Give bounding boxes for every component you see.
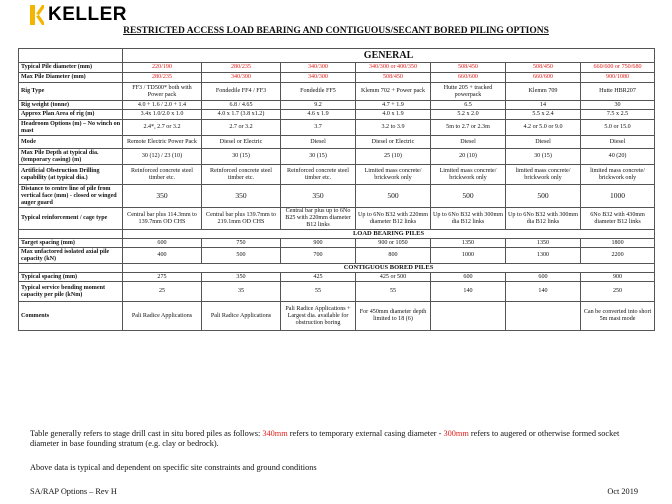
section-header-row: [19, 49, 655, 63]
table-cell: 25 (10): [356, 149, 431, 165]
row-label: Max Pile Diameter (mm): [19, 73, 123, 83]
table-cell: 30 (15): [506, 149, 581, 165]
row-label: Max Pile Depth at typical dia. (temporary casing) (m): [19, 149, 123, 165]
note-red-1: 340mm: [262, 429, 288, 438]
table-cell: Central bar plus up to 6No B25 with 220mm diameter B12 links: [281, 208, 356, 230]
table-cell: 14: [506, 101, 581, 110]
table-cell: [506, 302, 581, 331]
table-cell: 350: [202, 273, 281, 282]
row-label: Typical spacing (mm): [19, 273, 123, 282]
table-cell: Up to 6No B32 with 300mm dia B12 links: [506, 208, 581, 230]
table-cell: 425: [281, 273, 356, 282]
table-cell: 508/450: [431, 63, 506, 73]
table-cell: 2200: [581, 248, 655, 264]
table-cell: Diesel: [281, 136, 356, 149]
table-row: [19, 110, 655, 120]
row-label: Mode: [19, 136, 123, 149]
row-label: Max unfactored isolated axial pile capacity (kN): [19, 248, 123, 264]
table-cell: 1000: [581, 185, 655, 208]
table-cell: 660/600: [506, 73, 581, 83]
section-header: CONTIGUOUS BORED PILES: [123, 264, 655, 273]
table-cell: Reinforced concrete steel timber etc.: [123, 165, 202, 185]
table-cell: Remote Electric Power Pack: [123, 136, 202, 149]
row-label: Distance to centre line of pile from vertical face (mm) - closed or winged auger guard: [19, 185, 123, 208]
table-cell: 1350: [431, 239, 506, 248]
section-header: GENERAL: [123, 49, 655, 63]
table-cell: 3.2 to 3.9: [356, 120, 431, 136]
table-cell: Hutte HBR207: [581, 83, 655, 101]
table-cell: 4.2 or 5.0 or 9.0: [506, 120, 581, 136]
table-cell: 340/300: [281, 63, 356, 73]
table-cell: 6.5: [431, 101, 506, 110]
table-cell: 280/235: [202, 63, 281, 73]
table-cell: 900: [281, 239, 356, 248]
table-cell: 3.4x 1.0/2.0 x 1.0: [123, 110, 202, 120]
table-cell: 900 or 1050: [356, 239, 431, 248]
table-cell: 30 (15): [281, 149, 356, 165]
table-cell: 750: [202, 239, 281, 248]
table-cell: 500: [202, 248, 281, 264]
row-label: Rig Type: [19, 83, 123, 101]
table-cell: 700: [281, 248, 356, 264]
table-cell: Fondedile FF5: [281, 83, 356, 101]
note-text-2: refers to temporary external casing diameter -: [287, 429, 444, 438]
table-cell: 600: [431, 273, 506, 282]
table-cell: 1800: [581, 239, 655, 248]
row-label: Rig weight (tonne): [19, 101, 123, 110]
table-cell: 340/300 or 400/350: [356, 63, 431, 73]
table-cell: 275: [123, 273, 202, 282]
table-cell: 140: [431, 282, 506, 302]
table-cell: 425 or 500: [356, 273, 431, 282]
table-cell: 900: [581, 273, 655, 282]
row-label: Comments: [19, 302, 123, 331]
table-cell: 4.0 x 1.9: [356, 110, 431, 120]
table-row: [19, 101, 655, 110]
section-header-row: [19, 264, 655, 273]
table-cell: FF3 / TD500* both with Power pack: [123, 83, 202, 101]
table-cell: 508/450: [356, 73, 431, 83]
table-cell: 250: [581, 282, 655, 302]
table-cell: Klemm 702 + Power pack: [356, 83, 431, 101]
table-cell: 508/450: [506, 63, 581, 73]
table-row: [19, 136, 655, 149]
table-cell: 140: [506, 282, 581, 302]
table-cell: 800: [356, 248, 431, 264]
table-cell: 4.6 x 1.9: [281, 110, 356, 120]
table-cell: 660/600: [431, 73, 506, 83]
table-cell: Diesel: [431, 136, 506, 149]
piling-options-table: [18, 48, 655, 331]
table-note: [30, 429, 650, 448]
table-cell: 220/190: [123, 63, 202, 73]
table-row: [19, 73, 655, 83]
row-label: Typical service bending moment capacity per pile (kNm): [19, 282, 123, 302]
page-title: RESTRICTED ACCESS LOAD BEARING AND CONTIGUOUS/SECANT BORED PILING OPTIONS: [123, 26, 549, 36]
logo-text: KELLER: [48, 4, 127, 25]
table-cell: 5.0 or 15.0: [581, 120, 655, 136]
footer-revision: SA/RAP Options – Rev H: [30, 487, 117, 496]
table-cell: 5m to 2.7 or 2.3m: [431, 120, 506, 136]
table-row: [19, 165, 655, 185]
table-cell: 6.8 / 4.65: [202, 101, 281, 110]
table-cell: Fondedile FF4 / FF3: [202, 83, 281, 101]
table-cell: 7.5 x 2.5: [581, 110, 655, 120]
table-row: [19, 83, 655, 101]
table-cell: 5.2 x 2.0: [431, 110, 506, 120]
row-label: Headroom Options (m) – No winch on mast: [19, 120, 123, 136]
table-cell: 1300: [506, 248, 581, 264]
keller-logo: [30, 3, 127, 27]
table-row: [19, 208, 655, 230]
row-label: Artificial Obstruction Drilling capability (at typical dia.): [19, 165, 123, 185]
table-cell: Diesel or Electric: [356, 136, 431, 149]
table-cell: 500: [506, 185, 581, 208]
table-cell: 20 (10): [431, 149, 506, 165]
table-cell: 2.7 or 3.2: [202, 120, 281, 136]
table-cell: 3.7: [281, 120, 356, 136]
table-row: [19, 248, 655, 264]
table-cell: Reinforced concrete steel timber etc.: [281, 165, 356, 185]
table-cell: Reinforced concrete steel timber etc.: [202, 165, 281, 185]
table-cell: 30 (15): [202, 149, 281, 165]
table-cell: Can be converted into short 5m mast mode: [581, 302, 655, 331]
table-cell: 1350: [506, 239, 581, 248]
table-cell: 9.2: [281, 101, 356, 110]
table-cell: 4.0 + 1.6 / 2.0 + 1.4: [123, 101, 202, 110]
section-header-spacer: [19, 264, 123, 273]
section-header-row: [19, 230, 655, 239]
table-row: [19, 120, 655, 136]
data-disclaimer: Above data is typical and dependent on specific site constraints and ground conditions: [30, 463, 317, 472]
table-cell: 35: [202, 282, 281, 302]
table-cell: Up to 6No B32 with 220mm diameter B12 links: [356, 208, 431, 230]
table-cell: 5.5 x 2.4: [506, 110, 581, 120]
keller-k-logo-icon: [30, 5, 44, 25]
table-cell: 25: [123, 282, 202, 302]
table-cell: Central bar plus 114.3mm to 139.7mm OD CHS: [123, 208, 202, 230]
table-cell: 340/300: [281, 73, 356, 83]
table-cell: 350: [281, 185, 356, 208]
table-cell: 30: [581, 101, 655, 110]
table-cell: 660/600 or 750/680: [581, 63, 655, 73]
footer-date: Oct 2019: [607, 487, 638, 496]
table-cell: Limited mass concrete/ brickwork only: [356, 165, 431, 185]
table-cell: 600: [123, 239, 202, 248]
table-row: [19, 185, 655, 208]
section-header-spacer: [19, 230, 123, 239]
table-cell: Diesel: [506, 136, 581, 149]
table-cell: Up to 6No B32 with 300mm dia B12 links: [431, 208, 506, 230]
table-row: [19, 273, 655, 282]
row-label: Typical Pile diameter (mm): [19, 63, 123, 73]
table-cell: 340/300: [202, 73, 281, 83]
table-cell: Klemm 709: [506, 83, 581, 101]
table-row: [19, 302, 655, 331]
table-cell: Central bar plus 139.7mm to 219.1mm OD CHS: [202, 208, 281, 230]
table-cell: 280/235: [123, 73, 202, 83]
table-cell: Diesel or Electric: [202, 136, 281, 149]
table-row: [19, 149, 655, 165]
row-label: Typical reinforcement / cage type: [19, 208, 123, 230]
table-cell: Pali Radice Applications: [202, 302, 281, 331]
table-cell: 350: [202, 185, 281, 208]
table-cell: 1000: [431, 248, 506, 264]
table-cell: 55: [356, 282, 431, 302]
table-cell: 40 (20): [581, 149, 655, 165]
row-label: Approx Plan Area of rig (m): [19, 110, 123, 120]
table-cell: For 450mm diameter depth limited to 18 (6): [356, 302, 431, 331]
table-cell: 600: [506, 273, 581, 282]
table-cell: Limited mass concrete/ brickwork only: [431, 165, 506, 185]
table-cell: limited mass concrete/ brickwork only: [506, 165, 581, 185]
row-label: Target spacing (mm): [19, 239, 123, 248]
table-cell: 4.7 + 1.9: [356, 101, 431, 110]
table-cell: 55: [281, 282, 356, 302]
table-cell: [431, 302, 506, 331]
table-cell: Hutte 205 + tracked powerpack: [431, 83, 506, 101]
section-header-spacer: [19, 49, 123, 63]
table-row: [19, 282, 655, 302]
table-cell: Pali Radice Applications: [123, 302, 202, 331]
table-cell: Pali Radice Applications + Largest dia. available for obstruction boring: [281, 302, 356, 331]
table-cell: 900/1080: [581, 73, 655, 83]
table-cell: limited mass concrete/ brickwork only: [581, 165, 655, 185]
table-cell: Diesel: [581, 136, 655, 149]
table-cell: 500: [356, 185, 431, 208]
table-cell: 350: [123, 185, 202, 208]
table-row: [19, 239, 655, 248]
table-cell: 6No B32 with 430mm diameter B12 links: [581, 208, 655, 230]
table-cell: 2.4*, 2.7 or 3.2: [123, 120, 202, 136]
note-text-1: Table generally refers to stage drill cast in situ bored piles as follows:: [30, 429, 263, 438]
note-red-2: 300mm: [443, 429, 469, 438]
note-text-3: refers to augered or otherwise formed socket diameter in base founding stratum (e.g. clay or bedrock).: [30, 429, 620, 448]
table-cell: 30 (12) / 23 (10): [123, 149, 202, 165]
section-header: LOAD BEARING PILES: [123, 230, 655, 239]
table-cell: 500: [431, 185, 506, 208]
table-row: [19, 63, 655, 73]
table-cell: 4.0 x 1.7 (3.8 x1.2): [202, 110, 281, 120]
table-cell: 400: [123, 248, 202, 264]
